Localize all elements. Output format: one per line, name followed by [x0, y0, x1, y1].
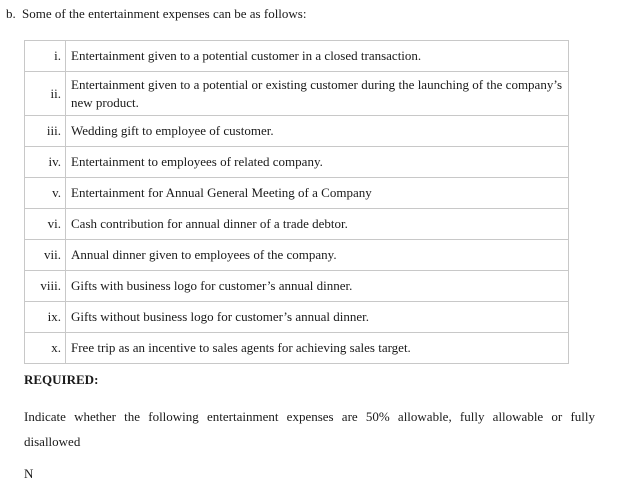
table-row — [25, 41, 569, 72]
table-row — [25, 178, 569, 209]
item-description: Entertainment to employees of related company. — [66, 147, 569, 178]
section-marker: b. — [6, 6, 16, 21]
item-number: iv. — [25, 147, 66, 178]
item-description: Gifts without business logo for customer’s annual dinner. — [66, 302, 569, 333]
item-description: Entertainment given to a potential customer in a closed transaction. — [66, 41, 569, 72]
item-description: Entertainment given to a potential or existing customer during the launching of the company’s new product. — [66, 72, 569, 116]
section-intro-text: Some of the entertainment expenses can be as follows: — [22, 6, 307, 21]
item-description: Wedding gift to employee of customer. — [66, 116, 569, 147]
item-description: Free trip as an incentive to sales agents for achieving sales target. — [66, 333, 569, 364]
required-heading: REQUIRED: — [24, 372, 99, 387]
table-row — [25, 302, 569, 333]
item-number: vi. — [25, 209, 66, 240]
section-intro — [6, 6, 306, 22]
table-row — [25, 147, 569, 178]
item-number: vii. — [25, 240, 66, 271]
item-number: x. — [25, 333, 66, 364]
table-row — [25, 116, 569, 147]
instruction-text: Indicate whether the following entertainment expenses are 50% allowable, fully allowable or fully disallowed — [24, 409, 595, 449]
cut-off-text: N — [24, 466, 34, 481]
table-row — [25, 240, 569, 271]
item-number: iii. — [25, 116, 66, 147]
table-row — [25, 271, 569, 302]
item-description: Gifts with business logo for customer’s annual dinner. — [66, 271, 569, 302]
item-number: ix. — [25, 302, 66, 333]
item-description: Annual dinner given to employees of the company. — [66, 240, 569, 271]
table-row — [25, 72, 569, 116]
item-number: viii. — [25, 271, 66, 302]
item-number: i. — [25, 41, 66, 72]
item-number: v. — [25, 178, 66, 209]
table-row — [25, 209, 569, 240]
item-number: ii. — [25, 72, 66, 116]
item-description: Entertainment for Annual General Meeting of a Company — [66, 178, 569, 209]
expense-items-table — [24, 40, 569, 364]
table-row — [25, 333, 569, 364]
item-description: Cash contribution for annual dinner of a trade debtor. — [66, 209, 569, 240]
